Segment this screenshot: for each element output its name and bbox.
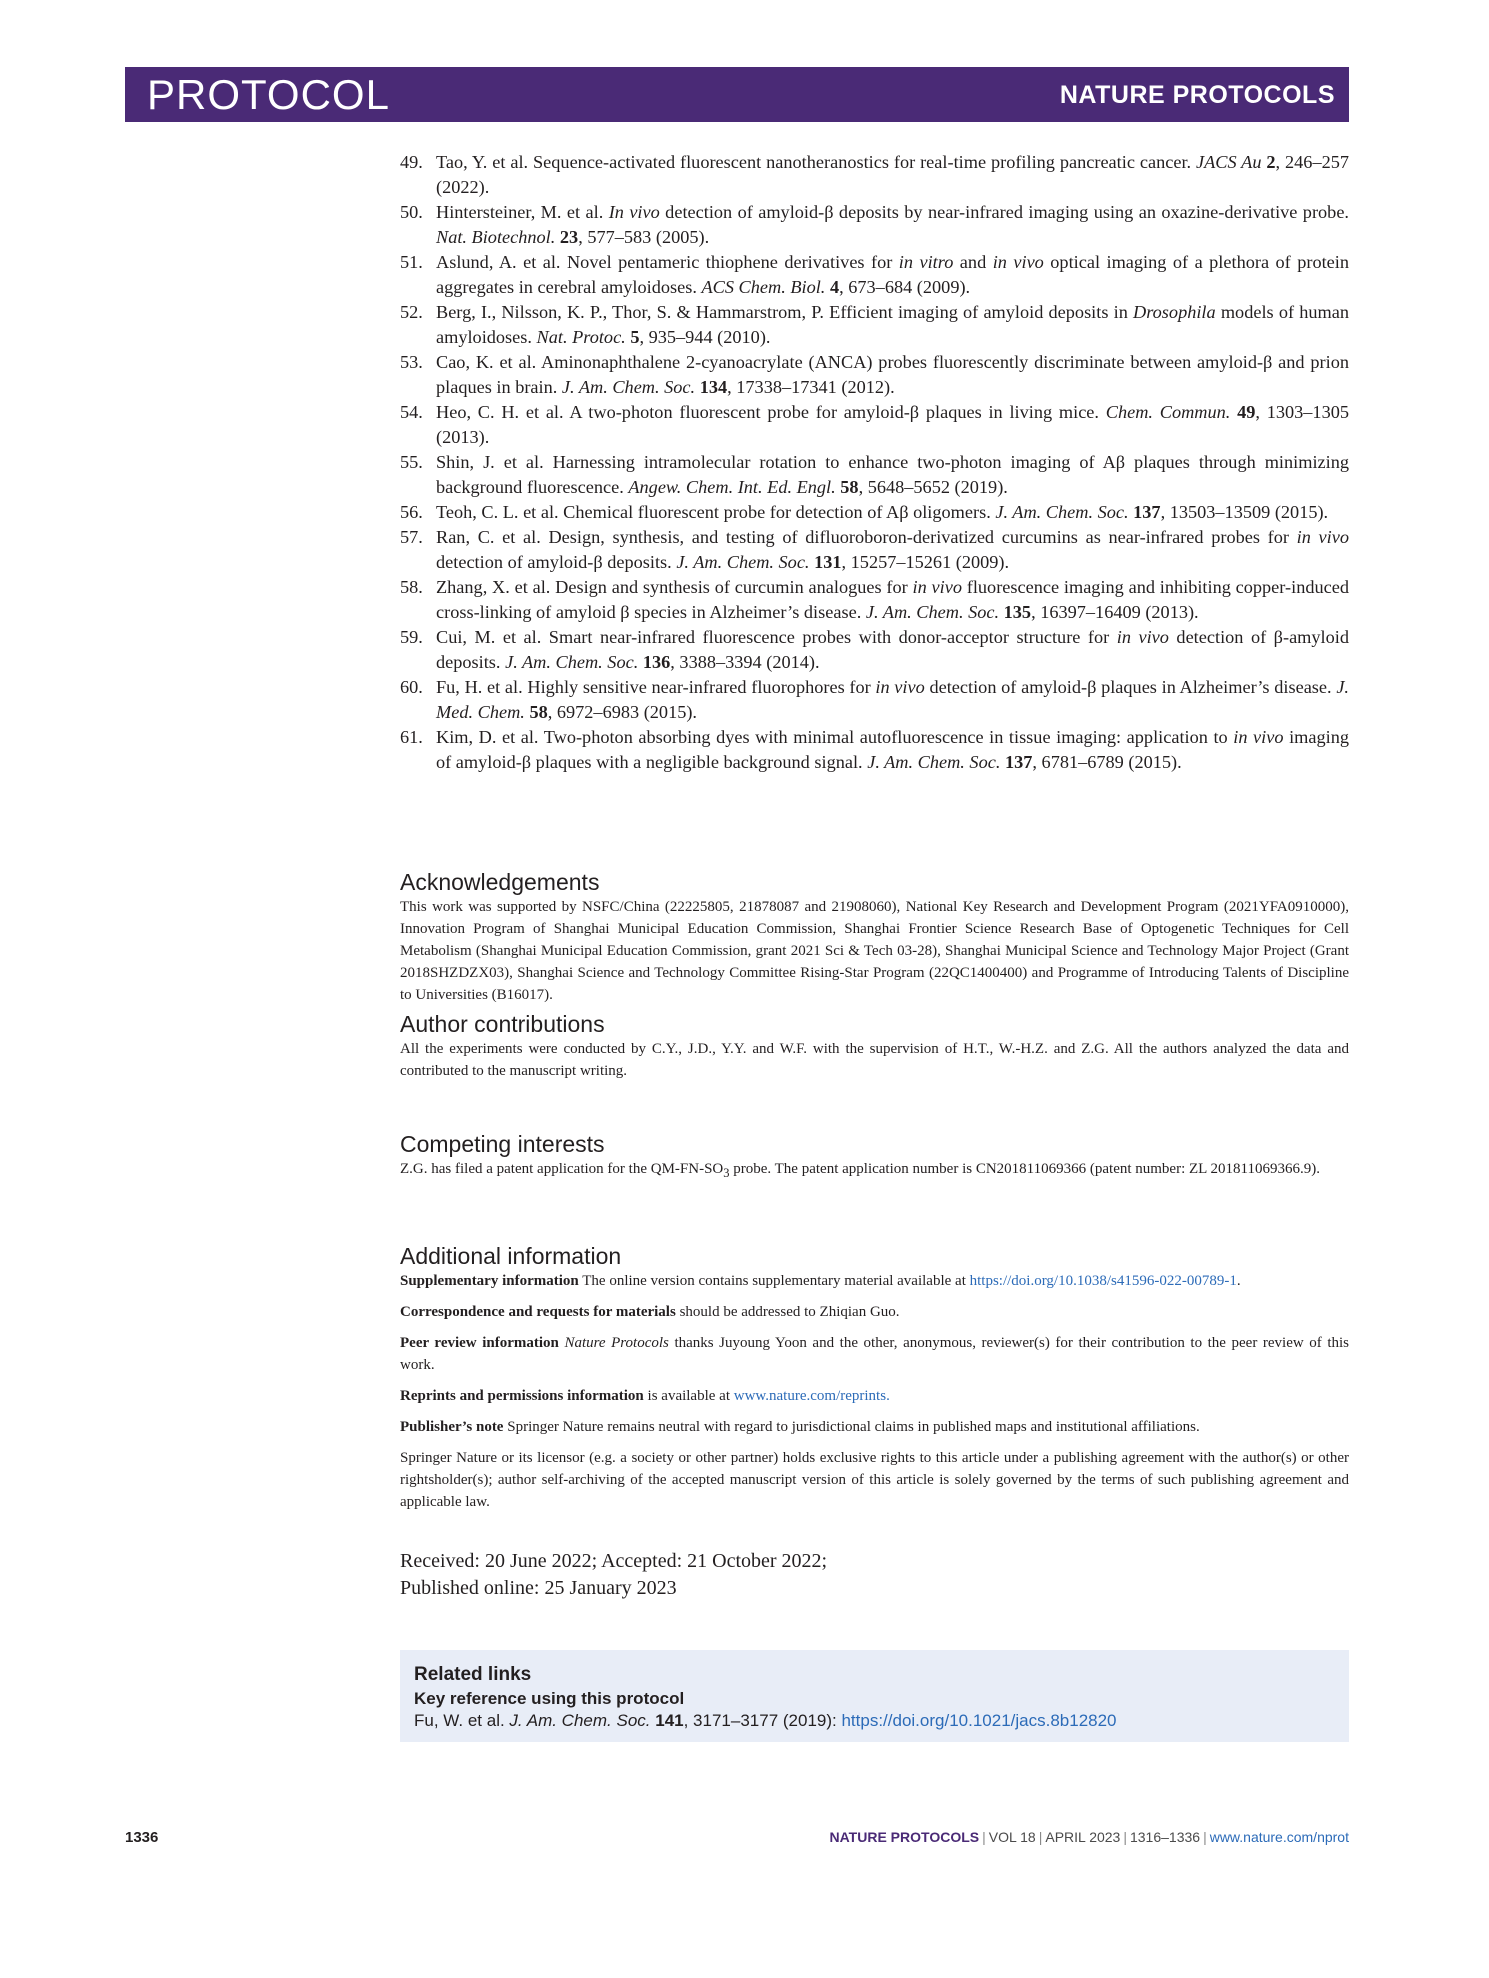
reference-text: Fu, H. et al. Highly sensitive near-infrared fluorophores for in vivo detection of amyloid-β plaques in Alzheimer’s disease. J. Med. Chem. 58, 6972–6983 (2015).	[436, 677, 1349, 722]
reference-item	[400, 675, 1349, 725]
reference-item	[400, 150, 1349, 200]
reference-text: Aslund, A. et al. Novel pentameric thiophene derivatives for in vitro and in vivo optical imaging of a plethora of protein aggregates in cerebral amyloidoses. ACS Chem. Biol. 4, 673–684 (2009).	[436, 252, 1350, 297]
reference-text: Shin, J. et al. Harnessing intramolecular rotation to enhance two-photon imaging of Aβ plaques through minimizing background fluorescence. Angew. Chem. Int. Ed. Engl. 58, 5648–5652 (2019).	[436, 452, 1349, 497]
publisher-note: Publisher’s note Springer Nature remains neutral with regard to jurisdictional claims in published maps and institutional affiliations.	[400, 1419, 1200, 1435]
peer-review-info: Peer review information Nature Protocols thanks Juyoung Yoon and the other, anonymous, reviewer(s) for their contribution to the peer review of this work.	[400, 1335, 1350, 1373]
reference-item	[400, 350, 1349, 400]
reference-text: Heo, C. H. et al. A two-photon fluorescent probe for amyloid-β plaques in living mice. Chem. Commun. 49, 1303–1305 (2013).	[436, 402, 1349, 447]
published-date: Published online: 25 January 2023	[400, 1577, 677, 1599]
reference-number: 56.	[400, 502, 423, 522]
subscript: 3	[723, 1166, 730, 1180]
key-reference: Fu, W. et al. J. Am. Chem. Soc. 141, 3171–3177 (2019): https://doi.org/10.1021/jacs.8b12820	[414, 1711, 1117, 1730]
reference-item	[400, 625, 1349, 675]
author-contributions-text: All the experiments were conducted by C.Y., J.D., Y.Y. and W.F. with the supervision of H.T., W.-H.Z. and Z.G. All the authors analyzed the data and contributed to the manuscript writing.	[400, 1041, 1349, 1079]
acknowledgements-section	[400, 868, 1349, 1006]
reference-number: 61.	[400, 727, 423, 747]
competing-interests-section	[400, 1130, 1349, 1184]
competing-interests-text: Z.G. has filed a patent application for the $QM-FN-SO_3$ probe. The patent application number is CN201811069366 (patent number: ZL 201811069366.9).	[400, 1161, 1320, 1180]
reference-text: Kim, D. et al. Two-photon absorbing dyes with minimal autofluorescence in tissue imaging: application to in vivo imaging of amyloid-β plaques with a negligible background signal. J. Am. Chem. Soc. 137, 6781–6789 (2015).	[436, 727, 1349, 772]
footer-journal: NATURE PROTOCOLS	[829, 1829, 980, 1845]
reference-text: Hintersteiner, M. et al. In vivo detection of amyloid-β deposits by near-infrared imaging using an oxazine-derivative probe. Nat. Biotechnol. 23, 577–583 (2005).	[436, 202, 1350, 247]
journal-name: NATURE PROTOCOLS	[1059, 81, 1335, 109]
article-dates	[400, 1548, 827, 1602]
author-contributions-heading: Author contributions	[400, 1011, 605, 1037]
received-accepted-date: Received: 20 June 2022; Accepted: 21 October 2022;	[400, 1550, 828, 1572]
reprints-info: Reprints and permissions information is available at www.nature.com/reprints.	[400, 1388, 890, 1404]
additional-information-heading: Additional information	[400, 1243, 622, 1269]
additional-information-section	[400, 1242, 1349, 1522]
footer-volume: VOL 18	[988, 1829, 1036, 1845]
reference-item	[400, 400, 1349, 450]
footer-date: APRIL 2023	[1045, 1829, 1121, 1845]
reference-text: Cao, K. et al. Aminonaphthalene 2-cyanoacrylate (ANCA) probes fluorescently discriminate between amyloid-β and prion plaques in brain. J. Am. Chem. Soc. 134, 17338–17341 (2012).	[436, 352, 1349, 397]
footer-pages: 1316–1336	[1129, 1829, 1201, 1845]
reference-number: 49.	[400, 152, 423, 172]
reference-text: Ran, C. et al. Design, synthesis, and testing of difluoroboron-derivatized curcumins as near-infrared probes for in vivo detection of amyloid-β deposits. J. Am. Chem. Soc. 131, 15257–15261 (2009).	[436, 527, 1349, 572]
reference-number: 51.	[400, 252, 423, 272]
reference-item	[400, 725, 1349, 775]
competing-interests-heading: Competing interests	[400, 1131, 605, 1157]
footer-citation: NATURE PROTOCOLS | VOL 18 | APRIL 2023 | 1316–1336 | www.nature.com/nprot	[829, 1829, 1349, 1845]
reference-item	[400, 300, 1349, 350]
reference-number: 50.	[400, 202, 423, 222]
reference-number: 55.	[400, 452, 423, 472]
reference-text: Berg, I., Nilsson, K. P., Thor, S. & Hammarstrom, P. Efficient imaging of amyloid deposits in Drosophila models of human amyloidoses. Nat. Protoc. 5, 935–944 (2010).	[436, 302, 1349, 347]
rights-statement: Springer Nature or its licensor (e.g. a society or other partner) holds exclusive rights to this article under a publishing agreement with the author(s) or other rightsholder(s); author self-archiving of the accepted manuscript version of this article is solely governed by the terms of such publishing agreement and applicable law.	[400, 1450, 1349, 1510]
reference-item	[400, 450, 1349, 500]
reference-item	[400, 525, 1349, 575]
reference-item	[400, 575, 1349, 625]
reference-item	[400, 500, 1349, 525]
reprints-link[interactable]: www.nature.com/reprints.	[733, 1388, 890, 1404]
section-type-label: PROTOCOL	[147, 71, 390, 118]
reference-number: 52.	[400, 302, 423, 322]
reference-number: 60.	[400, 677, 423, 697]
reference-text: Zhang, X. et al. Design and synthesis of curcumin analogues for in vivo fluorescence imaging and inhibiting copper-induced cross-linking of amyloid β species in Alzheimer’s disease. J. Am. Chem. Soc. 135, 16397–16409 (2013).	[436, 577, 1349, 622]
related-links-heading: Related links	[414, 1664, 532, 1685]
related-links-box	[400, 1650, 1349, 1742]
acknowledgements-text: This work was supported by NSFC/China (22225805, 21878087 and 21908060), National Key Research and Development Program (2021YFA0910000), Innovation Program of Shanghai Municipal Education Commission, Shanghai Frontier Science Research Base of Optogenetic Techniques for Cell Metabolism (Shanghai Municipal Education Commission, grant 2021 Sci & Tech 03-28), Shanghai Municipal Science and Technology Major Project (Grant 2018SHZDZX03), Shanghai Science and Technology Committee Rising-Star Program (22QC1400400) and Programme of Introducing Talents of Discipline to Universities (B16017).	[400, 899, 1349, 1003]
reference-item	[400, 250, 1349, 300]
key-reference-link[interactable]: https://doi.org/10.1021/jacs.8b12820	[841, 1711, 1117, 1730]
reference-number: 53.	[400, 352, 423, 372]
supplementary-info: Supplementary information The online version contains supplementary material available at https://doi.org/10.1038/s41596-022-00789-1.	[400, 1273, 1241, 1289]
reference-number: 54.	[400, 402, 423, 422]
page-number: 1336	[125, 1829, 159, 1846]
footer-url[interactable]: www.nature.com/nprot	[1209, 1829, 1349, 1845]
author-contributions-section	[400, 1010, 1349, 1082]
page-header	[125, 67, 1349, 122]
related-links-subheading: Key reference using this protocol	[414, 1689, 685, 1708]
reference-text: Cui, M. et al. Smart near-infrared fluorescence probes with donor-acceptor structure for in vivo detection of β-amyloid deposits. J. Am. Chem. Soc. 136, 3388–3394 (2014).	[436, 627, 1349, 672]
correspondence-info: Correspondence and requests for materials should be addressed to Zhiqian Guo.	[400, 1304, 900, 1320]
reference-number: 58.	[400, 577, 423, 597]
reference-number: 57.	[400, 527, 423, 547]
reference-list	[400, 150, 1349, 775]
reference-item	[400, 200, 1349, 250]
acknowledgements-heading: Acknowledgements	[400, 869, 600, 895]
reference-number: 59.	[400, 627, 423, 647]
reference-text: Tao, Y. et al. Sequence-activated fluorescent nanotheranostics for real-time profiling pancreatic cancer. JACS Au 2, 246–257 (2022).	[436, 152, 1350, 197]
supplementary-link[interactable]: https://doi.org/10.1038/s41596-022-00789-1	[969, 1273, 1237, 1289]
reference-text: Teoh, C. L. et al. Chemical fluorescent probe for detection of Aβ oligomers. J. Am. Chem. Soc. 137, 13503–13509 (2015).	[436, 502, 1329, 522]
